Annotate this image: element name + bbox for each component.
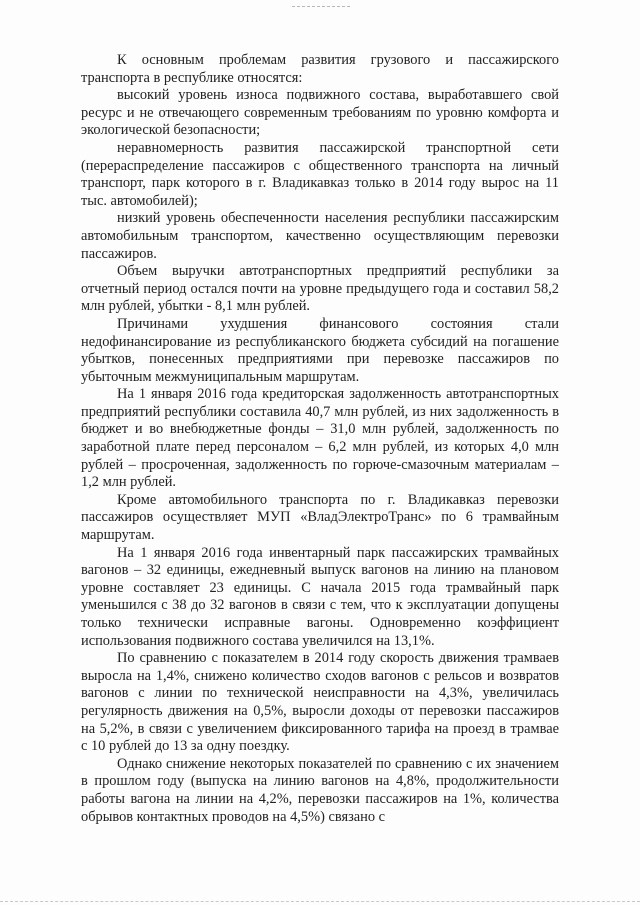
paragraph-rolling-stock-wear: высокий уровень износа подвижного состава, выработавшего свой ресурс и не отвечающего современным требованиям по уровню комфорта и экологической безопасности;	[81, 87, 559, 139]
paragraph-financial-reasons: Причинами ухудшения финансового состояния стали недофинансирование из республиканского бюджета субсидий на погашение убытков, понесенных предприятиями при перевозке пассажиров по убыточным межмуниципальным маршрутам.	[81, 315, 559, 385]
paragraph-low-provision: низкий уровень обеспеченности населения республики пассажирским автомобильным транспортом, качественно осуществляющим перевозки пассажиров.	[81, 210, 559, 262]
paragraph-accounts-payable: На 1 января 2016 года кредиторская задолженность автотранспортных предприятий республики составила 40,7 млн рублей, из них задолженность в бюджет и во внебюджетные фонды – 31,0 млн рублей, задолженность по заработной плате перед персоналом – 6,2 млн рублей, из которых 4,0 млн рублей – просроченная, задолженность по горюче-смазочным материалам – 1,2 млн рублей.	[81, 386, 559, 491]
scan-edge-mark-bottom	[0, 901, 640, 903]
paragraph-tram-operator: Кроме автомобильного транспорта по г. Владикавказ перевозки пассажиров осуществляет МУП «ВладЭлектроТранс» по 6 трамвайным маршрутам.	[81, 491, 559, 544]
document-text-body	[81, 52, 559, 826]
paragraph-tram-fleet: На 1 января 2016 года инвентарный парк пассажирских трамвайных вагонов – 32 единицы, ежедневный выпуск вагонов на линию на плановом уровне составляет 23 единицы. С начала 2015 года трамвайный парк уменьшился с 38 до 32 вагонов в связи с тем, что к эксплуатации допущены только технически исправные вагоны. Одновременно коэффициент использования подвижного состава увеличился на 13,1%.	[81, 544, 559, 649]
paragraph-revenue: Объем выручки автотранспортных предприятий республики за отчетный период остался почти на уровне предыдущего года и составил 58,2 млн рублей, убытки - 8,1 млн рублей.	[81, 263, 559, 315]
paragraph-uneven-network: неравномерность развития пассажирской транспортной сети (перераспределение пассажиров с общественного транспорта на личный транспорт, парк которого в г. Владикавказ только в 2014 году вырос на 11 тыс. автомобилей);	[81, 139, 559, 209]
paragraph-indicator-decline: Однако снижение некоторых показателей по сравнению с их значением в прошлом году (выпуска на линию вагонов на 4,8%, продолжительности работы вагона на линии на 4,2%, перевозки пассажиров на 1%, количества обрывов контактных проводов на 4,5%) связано с	[81, 755, 559, 825]
paragraph-tram-performance: По сравнению с показателем в 2014 году скорость движения трамваев выросла на 1,4%, снижено количество сходов вагонов с рельсов и возвратов вагонов с линии по технической неисправности на 4,3%, увеличилась регулярность движения на 0,5%, выросли доходы от перевозки пассажиров на 5,2%, в связи с увеличением фиксированного тарифа на проезд в трамвае с 10 рублей до 13 за одну поездку.	[81, 650, 559, 755]
scan-edge-mark-top	[292, 6, 350, 8]
paragraph-transport-problems-intro: К основным проблемам развития грузового и пассажирского транспорта в республике относятся:	[81, 52, 559, 86]
